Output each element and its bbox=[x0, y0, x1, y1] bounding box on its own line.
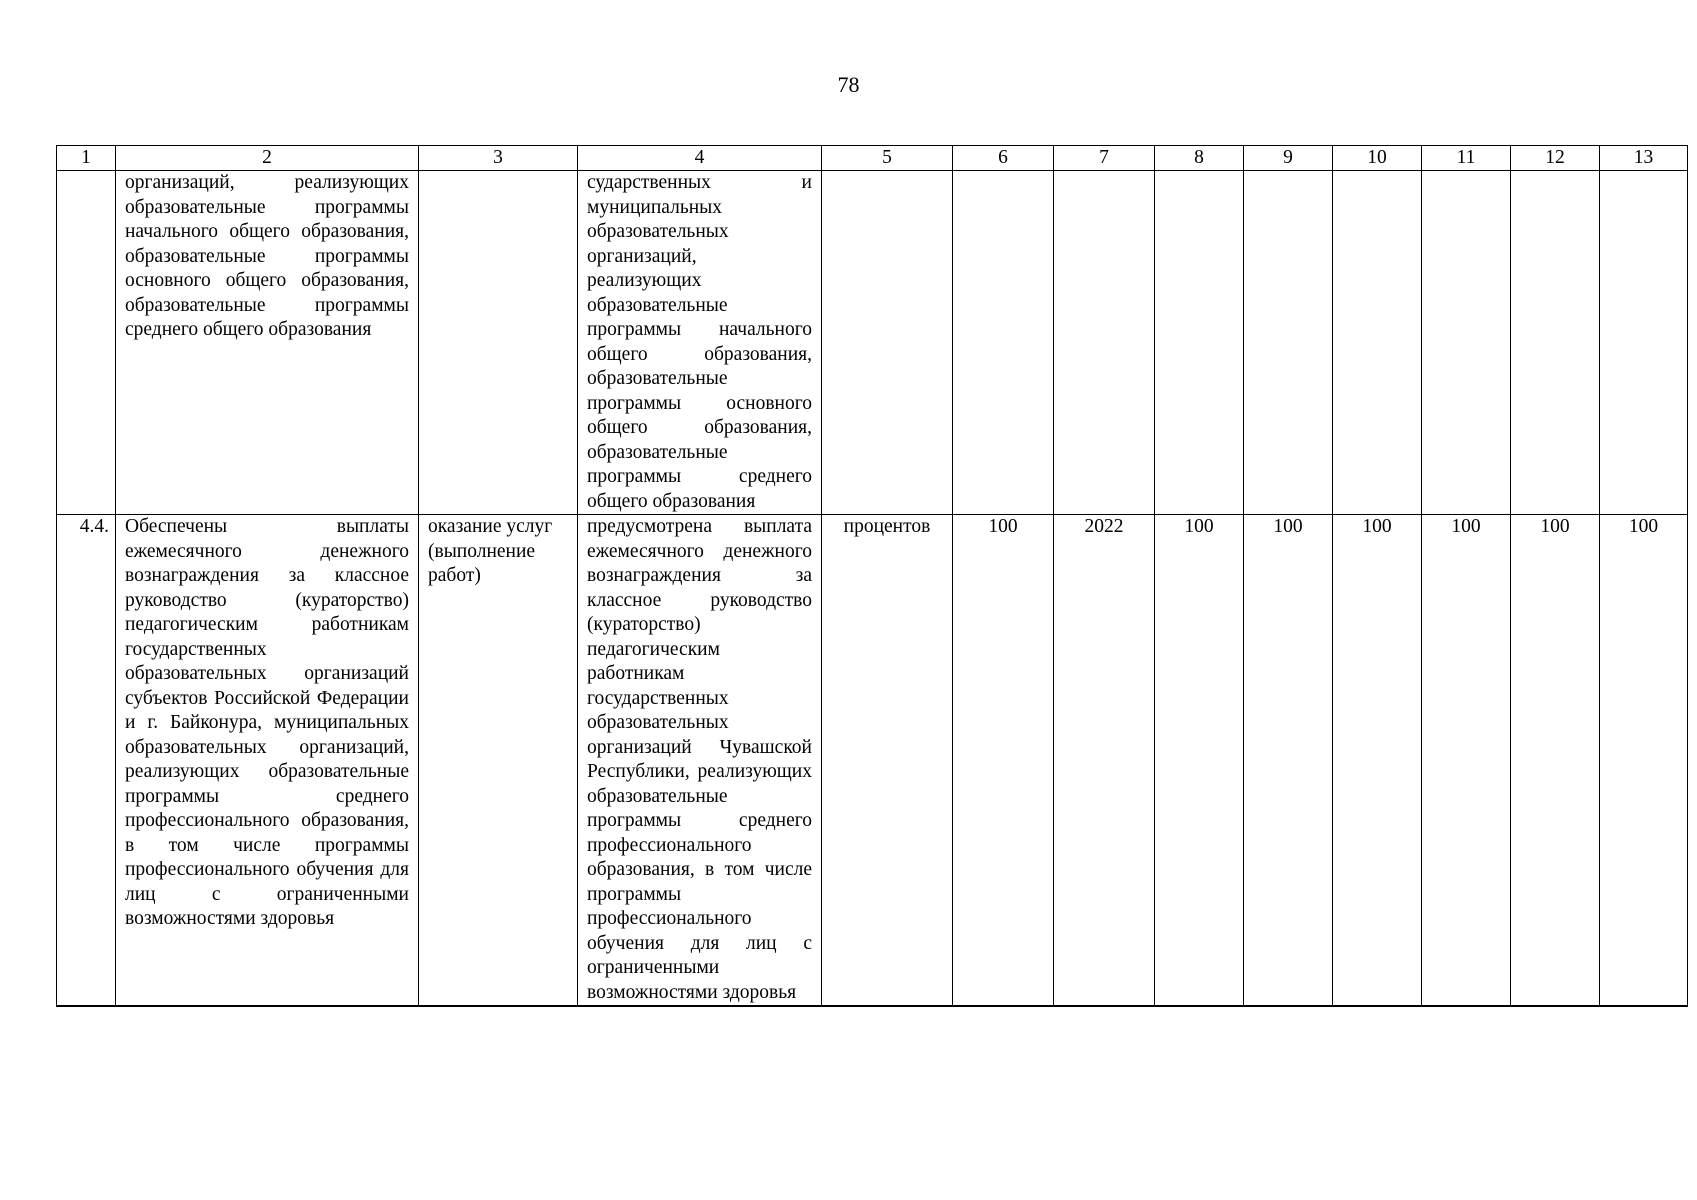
column-number-row bbox=[57, 146, 1688, 171]
col-header-5: 5 bbox=[822, 146, 953, 171]
row-number: 4.4. bbox=[57, 515, 116, 1007]
table-row bbox=[57, 171, 1688, 515]
base-value-cell bbox=[953, 171, 1054, 515]
col-header-3: 3 bbox=[419, 146, 578, 171]
col-header-6: 6 bbox=[953, 146, 1054, 171]
year-value-cell bbox=[1422, 171, 1511, 515]
table-row bbox=[57, 515, 1688, 1007]
unit-cell bbox=[822, 171, 953, 515]
base-year-cell bbox=[1054, 171, 1155, 515]
page-number: 78 bbox=[837, 72, 860, 97]
result-description-cell: сударственных и муниципальных образовательных организаций, реализующих образовательные программы начального общего образования, образовательные программы основного общего образования, образовательные программы среднего общего образования bbox=[578, 171, 822, 515]
indicators-table bbox=[56, 145, 1688, 1007]
col-header-11: 11 bbox=[1422, 146, 1511, 171]
year-value-cell bbox=[1600, 171, 1688, 515]
base-year-cell: 2022 bbox=[1054, 515, 1155, 1007]
col-header-1: 1 bbox=[57, 146, 116, 171]
result-description-cell: предусмотрена выплата ежемесячного денежного вознаграждения за классное руководство (кураторство) педагогическим работникам государственных образовательных организаций Чувашской Республики, реализующих образовательные программы среднего профессионального образования, в том числе программы профессионального обучения для лиц с ограниченными возможностями здоровья bbox=[578, 515, 822, 1007]
year-value-cell: 100 bbox=[1600, 515, 1688, 1007]
col-header-9: 9 bbox=[1244, 146, 1333, 171]
col-header-13: 13 bbox=[1600, 146, 1688, 171]
year-value-cell: 100 bbox=[1244, 515, 1333, 1007]
col-header-2: 2 bbox=[116, 146, 419, 171]
year-value-cell: 100 bbox=[1422, 515, 1511, 1007]
result-name-cell: организаций, реализующих образовательные программы начального общего образования, образовательные программы основного общего образования, образовательные программы среднего общего образования bbox=[116, 171, 419, 515]
col-header-10: 10 bbox=[1333, 146, 1422, 171]
row-number bbox=[57, 171, 116, 515]
year-value-cell bbox=[1244, 171, 1333, 515]
col-header-4: 4 bbox=[578, 146, 822, 171]
col-header-12: 12 bbox=[1511, 146, 1600, 171]
year-value-cell: 100 bbox=[1155, 515, 1244, 1007]
year-value-cell bbox=[1333, 171, 1422, 515]
result-type-cell bbox=[419, 171, 578, 515]
year-value-cell: 100 bbox=[1511, 515, 1600, 1007]
year-value-cell bbox=[1511, 171, 1600, 515]
col-header-8: 8 bbox=[1155, 146, 1244, 171]
year-value-cell: 100 bbox=[1333, 515, 1422, 1007]
result-name-cell: Обеспечены выплаты ежемесячного денежного вознаграждения за классное руководство (кураторство) педагогическим работникам государственных образовательных организаций субъектов Российской Федерации и г. Байконура, муниципальных образовательных организаций, реализующих образовательные программы среднего профессионального образования, в том числе программы профессионального обучения для лиц с ограниченными возможностями здоровья bbox=[116, 515, 419, 1007]
result-type-cell: оказание услуг (выполнение работ) bbox=[419, 515, 578, 1007]
unit-cell: процентов bbox=[822, 515, 953, 1007]
col-header-7: 7 bbox=[1054, 146, 1155, 171]
year-value-cell bbox=[1155, 171, 1244, 515]
base-value-cell: 100 bbox=[953, 515, 1054, 1007]
